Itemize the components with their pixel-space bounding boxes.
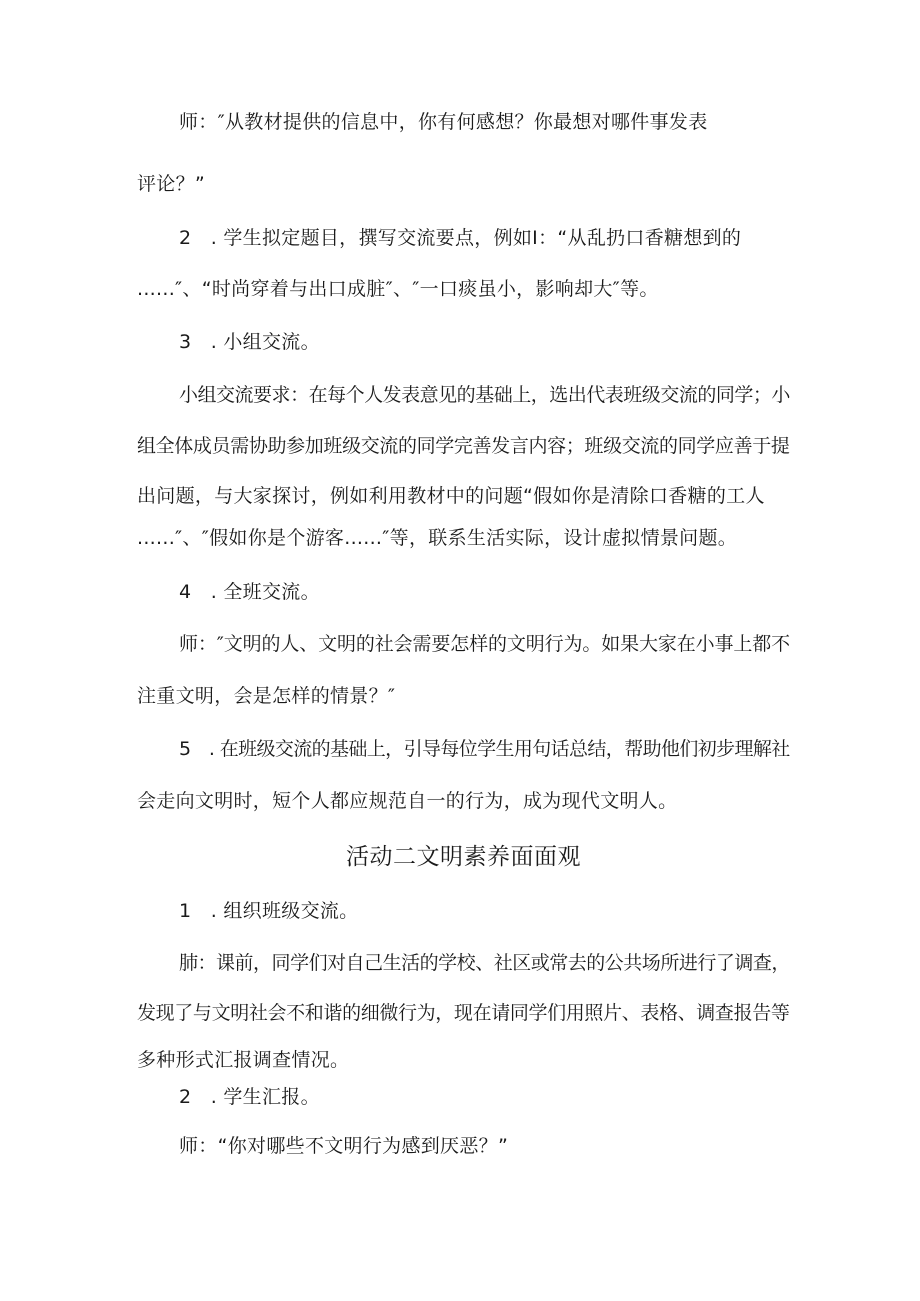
paragraph-line: 小组交流要求：在每个人发表意见的基础上，选出代表班级交流的同学；小 (179, 384, 790, 406)
paragraph-line: 组全体成员需协助参加班级交流的同学完善发言内容；班级交流的同学应善于提 (137, 435, 790, 457)
paragraph-line: 出问题，与大家探讨，例如利用教材中的问题“假如你是清除口香糖的工人 (137, 485, 765, 507)
list-item-1: 1 . 组织班级交流。 (179, 900, 359, 922)
list-item-3: 3 . 小组交流。 (179, 331, 320, 353)
paragraph-line: 肺：课前，同学们对自己生活的学校、社区或常去的公共场所进行了调查， (179, 952, 790, 974)
paragraph-line: 注重文明，会是怎样的情景？″ (137, 685, 396, 707)
paragraph-line: ......″、″假如你是个游客......″等，联系生活实际，设计虚拟情景问题。 (137, 527, 738, 549)
section-heading: 活动二文明素养面面观 (346, 844, 581, 870)
paragraph-line: 师：“你对哪些不文明行为感到厌恶？” (179, 1135, 509, 1157)
list-item-5: 5 . 在班级交流的基础上，引导每位学生用句话总结，帮助他们初步理解社 (179, 738, 790, 760)
paragraph-line: 会走向文明时，短个人都应规范自一的行为，成为现代文明人。 (137, 790, 678, 812)
paragraph-line: ......″、“时尚穿着与出口成脏″、″一口痰虽小，影响却大″等。 (137, 278, 659, 300)
paragraph-line: 师：″文明的人、文明的社会需要怎样的文明行为。如果大家在小事上都不 (179, 633, 790, 655)
list-item-4: 4 . 全班交流。 (179, 581, 320, 603)
list-item-2: 2 . 学生拟定题目，撰写交流要点，例如I：“从乱扔口香糖想到的 (179, 227, 742, 249)
list-item-2b: 2 . 学生汇报。 (179, 1086, 320, 1108)
paragraph-line: 师：″从教材提供的信息中，你有何感想？你最想对哪件事发表 (179, 111, 708, 133)
paragraph-line: 评论？” (137, 173, 206, 195)
paragraph-line: 多种形式汇报调查情况。 (137, 1049, 350, 1071)
paragraph-line: 发现了与文明社会不和谐的细微行为，现在请同学们用照片、表格、调查报告等 (137, 1002, 790, 1024)
